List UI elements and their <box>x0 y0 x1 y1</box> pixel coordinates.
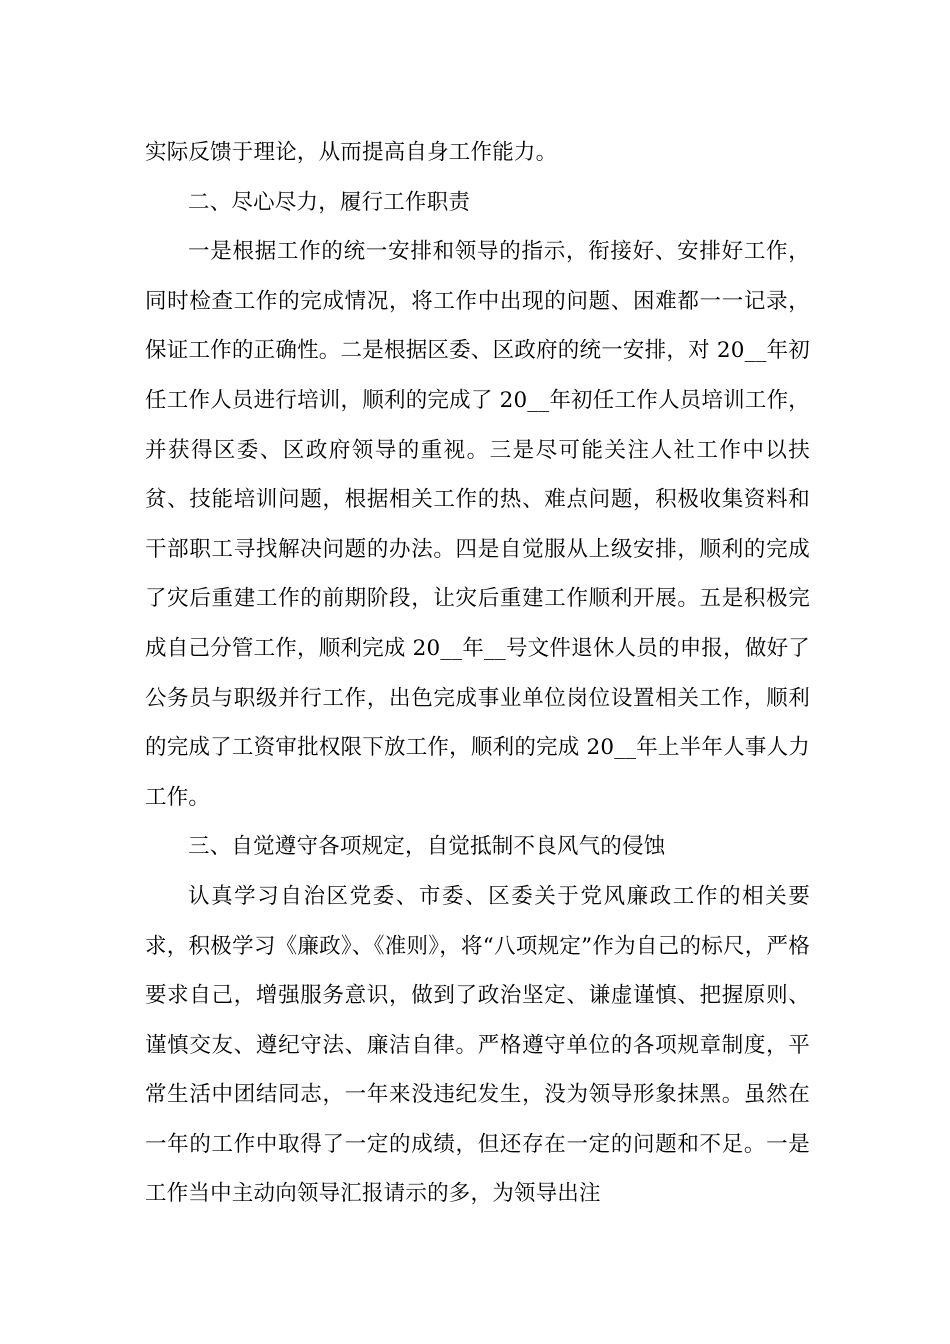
document-body <box>145 128 810 1219</box>
paragraph-continuation: 实际反馈于理论，从而提高自身工作能力。 <box>145 140 558 165</box>
paragraph-section-two-body: 一是根据工作的统一安排和领导的指示，衔接好、安排好工作，同时检查工作的完成情况，将工作中出现的问题、困难都一一记录，保证工作的正确性。二是根据区委、区政府的统一安排，对 20__年初任工作人员进行培训，顺利的完成了 20__年初任工作人员培训工作，并获得区委、区政府领导的重视。三是尽可能关注人社工作中以扶贫、技能培训问题，根据相关工作的热、难点问题，积极收集资料和干部职工寻找解决问题的办法。四是自觉服从上级安排，顺利的完成了灾后重建工作的前期阶段，让灾后重建工作顺利开展。五是积极完成自己分管工作，顺利完成 20__年__号文件退休人员的申报，做好了公务员与职级并行工作，出色完成事业单位岗位设置相关工作，顺利的完成了工资审批权限下放工作，顺利的完成 20__年上半年人事人力工作。 <box>145 239 810 810</box>
section-heading-three: 三、自觉遵守各项规定，自觉抵制不良风气的侵蚀 <box>188 834 666 860</box>
paragraph-section-three-body: 认真学习自治区党委、市委、区委关于党风廉政工作的相关要求，积极学习《廉政》、《准则》，将“八项规定”作为自己的标尺，严格要求自己，增强服务意识，做到了政治坚定、谦虚谨慎、把握原则、谨慎交友、遵纪守法、廉洁自律。严格遵守单位的各项规章制度，平常生活中团结同志，一年来没违纪发生，没为领导形象抹黑。虽然在一年的工作中取得了一定的成绩，但还存在一定的问题和不足。一是工作当中主动向领导汇报请示的多，为领导出注 <box>145 883 810 1207</box>
section-heading-two: 二、尽心尽力，履行工作职责 <box>188 189 471 215</box>
